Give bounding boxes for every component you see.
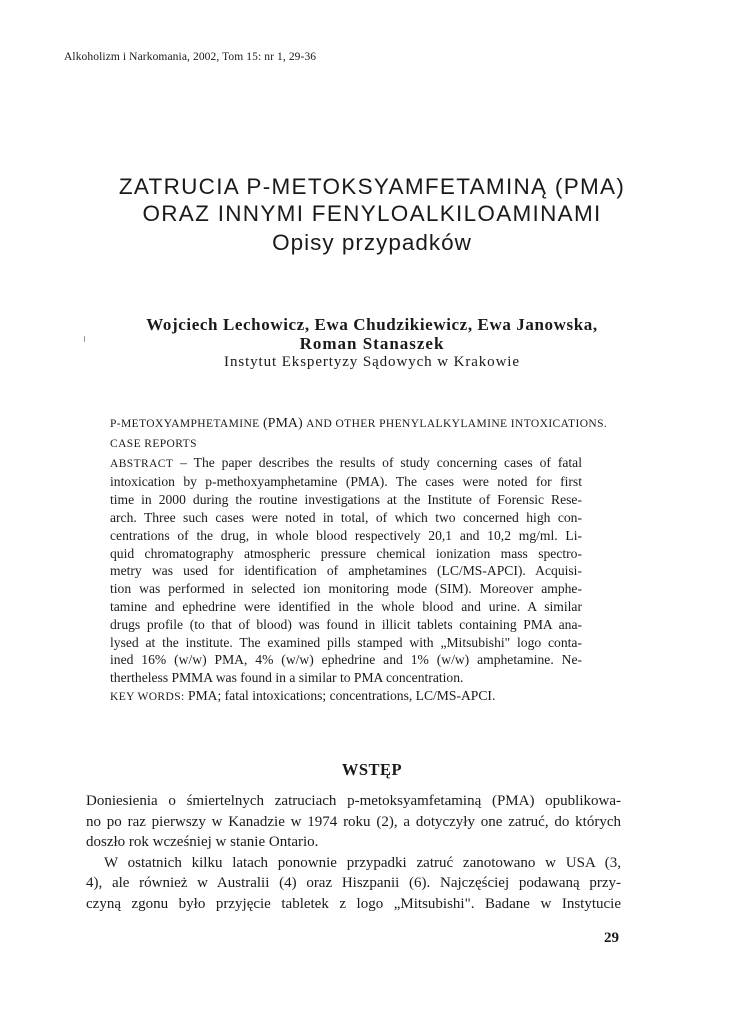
title-line-2: ORAZ INNYMI FENYLOALKILOAMINAMI — [142, 201, 602, 226]
page-number: 29 — [604, 930, 619, 946]
body-text — [86, 791, 621, 915]
abstract-line: metry was used for identification of amphetamines (LC/MS-APCI). Acquisi- — [110, 563, 582, 579]
abstract-line: quid chromatography atmospheric pressure chemical ionization mass spectro- — [110, 545, 582, 561]
subtitle: Opisy przypadków — [272, 230, 472, 255]
abstract-line: arch. Three such cases were noted in total, of which two concerned high con- — [110, 509, 582, 525]
section-heading: WSTĘP — [341, 760, 403, 779]
abstract-title-pma: (PMA) — [263, 416, 303, 431]
abstract-line — [110, 454, 582, 474]
abstract-line: centrations of the drug, in whole blood respectively 20,1 and 10,2 mg/ml. Li- — [110, 527, 582, 543]
authors-line-1: Wojciech Lechowicz, Ewa Chudzikiewicz, Ewa Janowska, — [146, 315, 598, 334]
abstract-title-part-2: AND OTHER PHENYLALKYLAMINE INTOXICATIONS. — [306, 418, 608, 430]
abstract-line: intoxication by p-methoxyamphetamine (PMA). The cases were noted for first — [110, 474, 582, 490]
abstract-text: – The paper describes the results of study concerning cases of fatal — [173, 454, 582, 470]
keywords-label: KEY WORDS: — [110, 690, 185, 703]
keywords-line — [110, 687, 582, 707]
abstract-line: tamine and ephedrine were identified in the whole blood and urine. A similar — [110, 598, 582, 614]
abstract-block — [110, 414, 608, 707]
affiliation: Instytut Ekspertyzy Sądowych w Krakowie — [224, 354, 520, 370]
body-line: 4), ale również w Australii (4) oraz Hiszpanii (6). Najczęściej podawaną przy- — [86, 875, 621, 892]
title-line-1: ZATRUCIA P-METOKSYAMFETAMINĄ (PMA) — [118, 174, 626, 199]
abstract-title-case-reports: CASE REPORTS — [110, 437, 197, 450]
abstract-line: lysed at the institute. The examined pills stamped with „Mitsubishi" logo conta- — [110, 634, 582, 650]
abstract-title-line-1 — [110, 414, 608, 434]
abstract-line: ined 16% (w/w) PMA, 4% (w/w) ephedrine and 1% (w/w) amphetamine. Ne- — [110, 652, 582, 668]
abstract-line: time in 2000 during the routine investigations at the Institute of Forensic Rese- — [110, 492, 582, 508]
body-line: Doniesienia o śmiertelnych zatruciach p-metoksyamfetaminą (PMA) opublikowa- — [86, 793, 621, 809]
body-line: W ostatnich kilku latach ponownie przypadki zatruć zanotowano w USA (3, — [104, 854, 621, 871]
abstract-title-line-2 — [110, 434, 582, 454]
abstract-label: ABSTRACT — [110, 457, 174, 470]
keywords-text: PMA; fatal intoxications; concentrations, LC/MS-APCI. — [184, 687, 496, 703]
abstract-line: drugs profile (to that of blood) was found in illicit tablets containing PMA ana- — [110, 616, 582, 632]
body-line: doszło rok wcześniej w stanie Ontario. — [86, 834, 319, 851]
authors-line-2: Roman Stanaszek — [299, 334, 445, 353]
body-line: no po raz pierwszy w Kanadzie w 1974 roku (2), a dotyczyły one zatruć, do których — [86, 813, 621, 830]
journal-header: Alkoholizm i Narkomania, 2002, Tom 15: nr 1, 29-36 — [64, 51, 317, 63]
abstract-line: thertheless PMMA was found in a similar to PMA concentration. — [110, 670, 464, 686]
abstract-line: tion was performed in selected ion monitoring mode (SIM). Moreover amphe- — [110, 581, 582, 597]
margin-mark — [84, 336, 85, 342]
body-line: czyną zgonu było przyjęcie tabletek z logo „Mitsubishi". Badane w Instytucie — [86, 895, 621, 912]
abstract-title-part-1: P-METOXYAMPHETAMINE — [110, 418, 260, 430]
